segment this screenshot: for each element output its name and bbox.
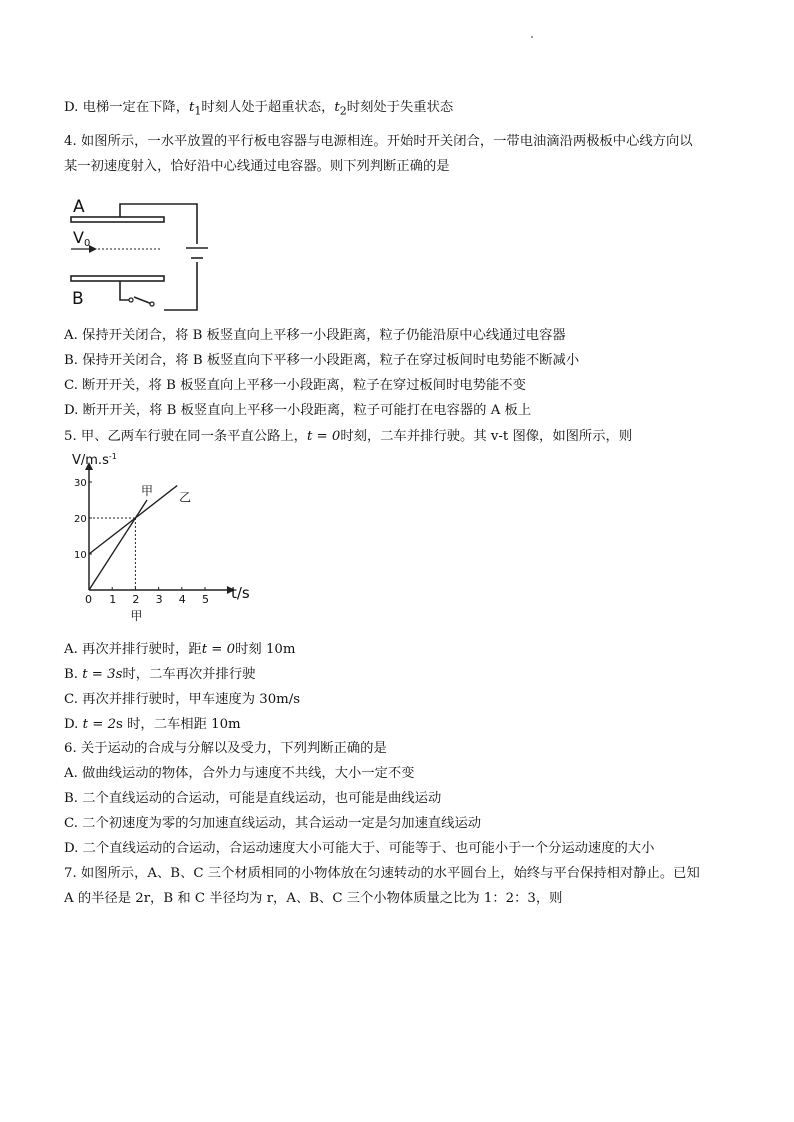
scan-dot [531, 36, 533, 38]
series-label-jia: 甲 [141, 484, 154, 498]
y-tick-label: 30 [74, 478, 87, 489]
x-axis-label: t/s [231, 584, 250, 602]
label-v0: V0 [73, 228, 91, 249]
x-tick-label: 0 [85, 593, 92, 606]
q4-option-b: B. 保持开关闭合，将 B 板竖直向下平移一小段距离，粒子在穿过板间时电势能不断减小 [64, 353, 580, 368]
t-equals-zero: t = 0 [306, 429, 341, 444]
q6-option-a: A. 做曲线运动的物体，合外力与速度不共线，大小一定不变 [64, 766, 415, 781]
switch-contact [150, 302, 154, 306]
q6-stem: 6. 关于运动的合成与分解以及受力，下列判断正确的是 [64, 741, 387, 756]
t2-symbol: t [334, 100, 340, 115]
q4-stem-line1: 4. 如图所示，一水平放置的平行板电容器与电源相连。开始时开关闭合，一带电油滴沿两极板中心线方向以 [64, 134, 693, 149]
y-tick-label: 10 [74, 550, 87, 561]
q7-stem-line1: 7. 如图所示，A、B、C 三个材质相同的小物体放在匀速转动的水平圆台上，始终与平台保持相对静止。已知 [64, 866, 700, 881]
q3-option-d: D. 电梯一定在下降，$t_1$时刻人处于超重状态，$t_2$时刻处于失重状态 [64, 100, 454, 118]
q5-option-c: C. 再次并排行驶时，甲车速度为 30m/s [64, 692, 301, 707]
x-tick-label: 5 [202, 593, 209, 606]
q6-option-d: D. 二个直线运动的合运动，合运动速度大小可能大于、可能等于、也可能小于一个分运动速度的大小 [64, 841, 655, 856]
series-line-yi [89, 486, 177, 554]
vt-chart [64, 452, 264, 628]
label-a: A [73, 197, 85, 217]
label-b: B [72, 289, 84, 309]
series-line-jia [89, 500, 147, 590]
q5-option-a: A. 再次并排行驶时，距t = 0时刻 10m [64, 642, 296, 657]
q5-stem: 5. 甲、乙两车行驶在同一条平直公路上，t = 0时刻，二车并排行驶。其 v-t 图像，如图所示，则 [64, 429, 633, 444]
q4-stem-line2: 某一初速度射入，恰好沿中心线通过电容器。则下列判断正确的是 [64, 159, 450, 174]
switch-pivot [129, 298, 133, 302]
q4-option-c: C. 断开开关，将 B 板竖直向上平移一小段距离，粒子在穿过板间时电势能不变 [64, 378, 526, 393]
x-tick-label: 4 [178, 593, 186, 606]
x-tick-label: 1 [109, 593, 117, 606]
q5-option-b: B. t = 3s时，二车再次并排行驶 [64, 667, 256, 682]
series-label-yi: 乙 [179, 490, 192, 505]
x-tick-label: 3 [155, 593, 163, 606]
x-tick-label: 2 [132, 593, 140, 606]
q6-option-b: B. 二个直线运动的合运动，可能是直线运动，也可能是曲线运动 [64, 791, 442, 806]
capacitor-circuit-figure [64, 192, 214, 317]
y-axis-label: $V/m.s^{-1}$ [72, 452, 117, 468]
chart-caption: 甲 [130, 609, 143, 623]
t1-symbol: t [189, 100, 195, 115]
plate-a [71, 217, 164, 222]
q4-option-d: D. 断开开关，将 B 板竖直向上平移一小段距离，粒子可能打在电容器的 A 板上 [64, 403, 532, 418]
plate-b [71, 276, 164, 281]
q7-stem-line2: A 的半径是 2r，B 和 C 半径均为 r，A、B、C 三个小物体质量之比为 1：2：3，则 [64, 891, 563, 906]
q4-option-a: A. 保持开关闭合，将 B 板竖直向上平移一小段距离，粒子仍能沿原中心线通过电容器 [64, 328, 566, 343]
q5-option-d: D. t = 2s 时，二车相距 10m [64, 717, 241, 732]
q6-option-c: C. 二个初速度为零的匀加速直线运动，其合运动一定是匀加速直线运动 [64, 816, 482, 831]
y-tick-label: 20 [74, 514, 87, 525]
